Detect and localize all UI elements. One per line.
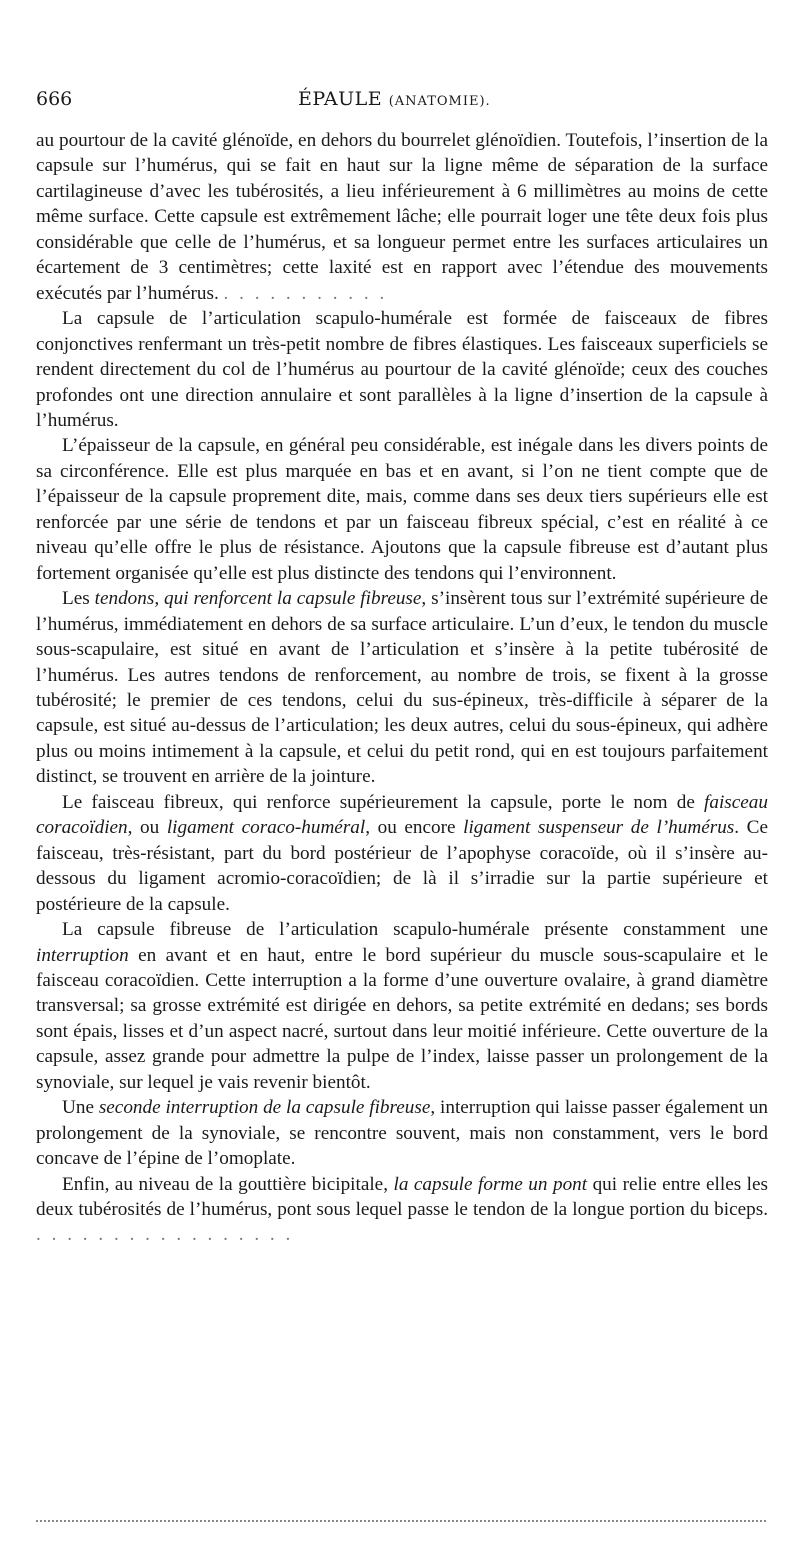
running-title-sub: (ANATOMIE). — [388, 94, 491, 109]
paragraph-8 — [36, 1172, 768, 1248]
paragraph-5-emphasis-3: ligament suspenseur de l’humérus — [463, 817, 735, 839]
page — [36, 88, 768, 1248]
running-title-main: ÉPAULE — [298, 88, 383, 110]
paragraph-5-emphasis-2: ligament coraco-huméral — [166, 817, 366, 839]
paragraph-7-emphasis: seconde interruption de la capsule fibreuse — [98, 1097, 431, 1119]
paragraph-4-emphasis: tendons, qui renforcent la capsule fibreuse — [94, 588, 422, 610]
running-title — [298, 88, 491, 110]
paragraph-8-emphasis: la capsule forme un pont — [393, 1173, 588, 1195]
paragraph-7 — [36, 1095, 768, 1171]
leader-dots-end: . . . . . . . . . . . . . . . . . — [36, 1224, 294, 1246]
paragraph-4-text-b: , s’insèrent tous sur l’extrémité supérieure de l’humérus, immédiatement en dehors de sa surface articulaire. L’un d’eux, le tendon du muscle sous-scapulaire, est situé en avant de l’articulation et s’insère à la petite tubérosité de l’humérus. Les autres tendons de renforcement, au nombre de trois, se fixent à la grosse tubérosité; le premier de ces tendons, celui du sus-épineux, très-difficile à séparer de la capsule, est situé au-dessus de l’articulation; les deux autres, celui du sous-épineux, qui adhère plus ou moins intimement à la capsule, et celui du petit rond, qui en est toujours parfaitement distinct, se trouvent en arrière de la jointure. — [36, 588, 768, 788]
paragraph-1-text: au pourtour de la cavité glénoïde, en dehors du bourrelet glénoïdien. Toutefois, l’insertion de la capsule sur l’humérus, qui se fait en haut sur la ligne même de séparation de la surface cartilagineuse d’avec les tubérosités, a lieu inférieurement à 6 millimètres au moins de cette même surface. Cette capsule est extrêmement lâche; elle pourrait loger une tête deux fois plus considérable que celle de l’humérus, et sa longueur permet entre les surfaces articulaires un écartement de 3 centimètres; cette laxité est en rapport avec l’étendue des mouvements exécutés par l’humérus. — [36, 130, 768, 304]
paragraph-4-text-a: Les — [62, 588, 95, 610]
paragraph-3: L’épaisseur de la capsule, en général peu considérable, est inégale dans les divers points de sa circonférence. Elle est plus marquée en bas et en avant, si l’on ne tient compte que de l’épaisseur de la capsule proprement dite, mais, comme dans ses deux tiers supérieurs elle est renforcée par une série de tendons et par un faisceau fibreux spécial, c’est en réalité à ce niveau qu’elle offre le plus de résistance. Ajoutons que la capsule fibreuse est d’autant plus fortement organisée qu’elle est plus distincte des tendons qui l’environnent. — [36, 435, 768, 584]
body-text — [36, 128, 768, 1248]
paragraph-6-emphasis: interruption — [36, 944, 129, 966]
paragraph-1 — [36, 128, 768, 306]
paragraph-8-text-a: Enfin, au niveau de la gouttière bicipitale, — [62, 1173, 394, 1195]
paragraph-7-text-a: Une — [62, 1097, 99, 1119]
leader-dots: . . . . . . . . . . . — [223, 282, 388, 304]
running-header — [36, 88, 768, 128]
paragraph-5-text-b: , ou — [127, 817, 167, 839]
paragraph-7-text-b: , interruption qui laisse passer également un prolongement de la synoviale, se rencontre souvent, mais non constamment, vers le bord concave de l’épine de l’omoplate. — [36, 1097, 769, 1170]
paragraph-4 — [36, 586, 768, 790]
paragraph-6-text-b: en avant et en haut, entre le bord supérieur du muscle sous-scapulaire et le faisceau coracoïdien. Cette interruption a la forme d’une ouverture ovalaire, à grand diamètre transversal; sa grosse extrémité est dirigée en dehors, sa petite extrémité en dedans; ses bords sont épais, lisses et d’un aspect nacré, surtout dans leur moitié inférieure. Cette ouverture de la capsule, assez grande pour admettre la pulpe de l’index, laisse passer un prolongement de la synoviale, sur lequel je vais revenir bientôt. — [36, 944, 768, 1093]
footer-dotted-rule — [36, 1520, 766, 1522]
paragraph-5-emphasis-1: faisceau coracoïdien — [36, 791, 768, 839]
paragraph-5-text-c: , ou encore — [365, 817, 464, 839]
paragraph-8-text-b: qui relie entre elles les deux tubérosités de l’humérus, pont sous lequel passe le tendon de la longue portion du biceps. — [36, 1173, 768, 1221]
paragraph-5-text-a: Le faisceau fibreux, qui renforce supérieurement la capsule, porte le nom de — [62, 791, 705, 813]
paragraph-2: La capsule de l’articulation scapulo-humérale est formée de faisceaux de fibres conjonctives renfermant un très-petit nombre de fibres élastiques. Les faisceaux superficiels se rendent directement du col de l’humérus au pourtour de la cavité glénoïde; ceux des couches profondes ont une direction annulaire et sont parallèles à la ligne d’insertion de la capsule à l’humérus. — [36, 308, 768, 431]
paragraph-5-text-d: . Ce faisceau, très-résistant, part du bord postérieur de l’apophyse coracoïde, où il s’insère au-dessous du ligament acromio-coracoïdien; de là il s’irradie sur la partie supérieure et postérieure de la capsule. — [36, 817, 768, 915]
paragraph-6-text-a: La capsule fibreuse de l’articulation scapulo-humérale présente constamment une — [62, 919, 768, 941]
paragraph-6 — [36, 917, 768, 1095]
page-number: 666 — [36, 88, 73, 110]
paragraph-5 — [36, 790, 768, 917]
